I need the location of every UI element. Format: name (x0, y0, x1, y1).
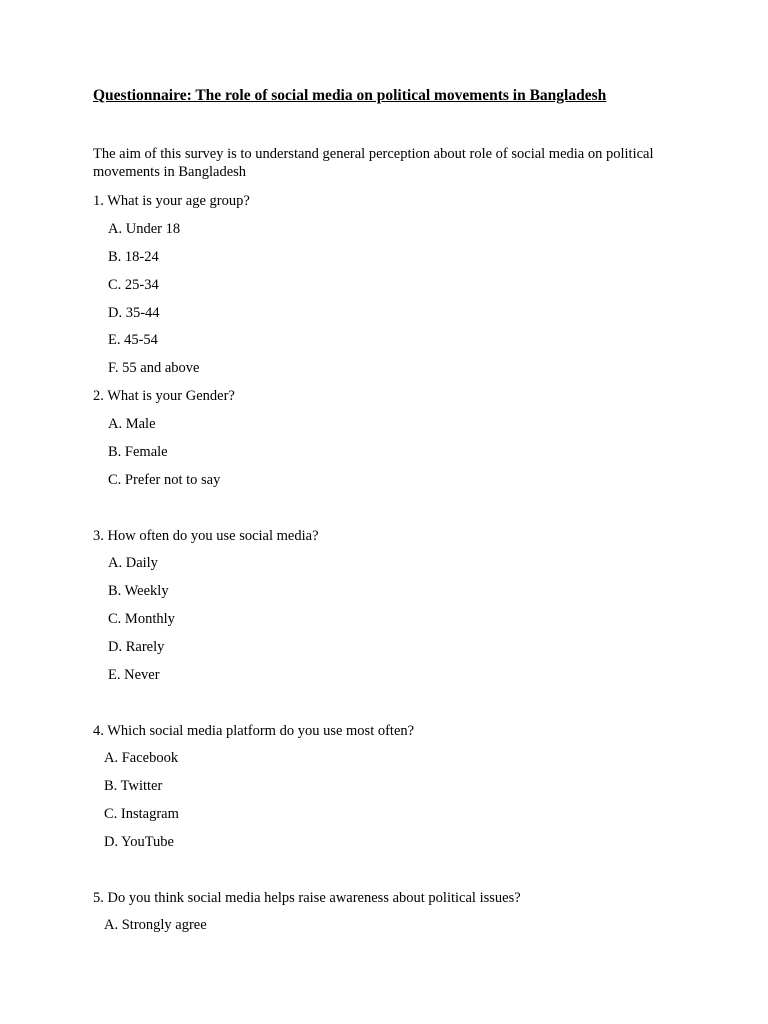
question-1-option-f: F. 55 and above (108, 360, 200, 376)
question-3-option-c: C. Monthly (108, 611, 175, 627)
question-1-option-b: B. 18-24 (108, 249, 159, 265)
question-2-option-c: C. Prefer not to say (108, 472, 221, 488)
question-2-option-a: A. Male (108, 416, 156, 432)
question-5-option-a: A. Strongly agree (104, 917, 207, 933)
question-3-option-a: A. Daily (108, 555, 158, 571)
question-3-option-d: D. Rarely (108, 639, 165, 655)
question-3-option-e: E. Never (108, 667, 160, 683)
question-4-option-c: C. Instagram (104, 806, 179, 822)
document-title: Questionnaire: The role of social media on political movements in Bangladesh (93, 87, 607, 104)
question-4-option-a: A. Facebook (104, 750, 179, 766)
question-2-option-b: B. Female (108, 444, 168, 460)
question-1-option-c: C. 25-34 (108, 277, 159, 293)
question-5: 5. Do you think social media helps raise awareness about political issues? (93, 890, 521, 906)
question-2: 2. What is your Gender? (93, 388, 235, 404)
question-3: 3. How often do you use social media? (93, 528, 319, 544)
question-1-option-a: A. Under 18 (108, 221, 181, 237)
question-4-option-d: D. YouTube (104, 834, 174, 850)
question-1-option-e: E. 45-54 (108, 332, 158, 348)
question-4: 4. Which social media platform do you use most often? (93, 723, 415, 739)
question-3-option-b: B. Weekly (108, 583, 169, 599)
question-1-option-d: D. 35-44 (108, 305, 160, 321)
question-4-option-b: B. Twitter (104, 778, 163, 794)
question-1: 1. What is your age group? (93, 193, 250, 209)
intro-paragraph: The aim of this survey is to understand general perception about role of social media on political movements in Bangladesh (93, 146, 654, 180)
